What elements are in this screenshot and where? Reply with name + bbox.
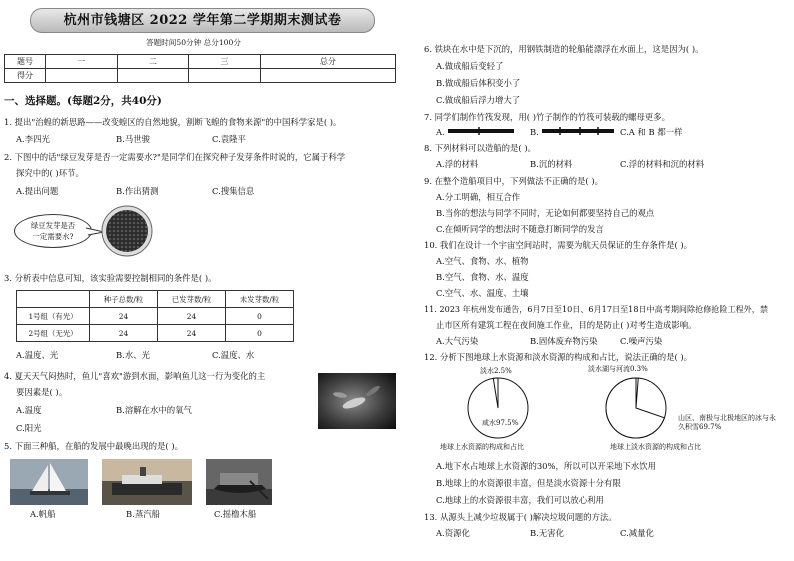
speech-bubble: [14, 214, 92, 248]
option: B.: [530, 127, 539, 137]
option: B.做成船后体积变小了: [436, 78, 521, 88]
option: A.资源化: [436, 528, 470, 538]
option: C.A 和 B 都一样: [620, 127, 683, 137]
option: C.阳光: [16, 423, 42, 433]
fish-surface-photo: [318, 373, 396, 429]
option: A.空气、食物、水、植物: [436, 256, 529, 266]
question-stem: 5. 下面三种船，在船的发展中最晚出现的是( )。: [4, 441, 183, 451]
question-stem: 2. 下图中的话"绿豆发芽是否一定需要水?"是同学们在探究种子发芽条件时说的，它属于科学: [4, 152, 346, 162]
option: A.: [436, 127, 445, 137]
question-stem: 3. 分析表中信息可知，该实验需要控制相同的条件是( )。: [4, 273, 217, 283]
option: C.空气、水、温度、土壤: [436, 288, 529, 298]
table-row: [17, 308, 294, 325]
option: B.溶解在水中的氧气: [116, 405, 192, 415]
table-row: [17, 325, 294, 342]
pie-label: 淡水湖与河流0.3%: [588, 365, 648, 373]
sailboat-photo: [10, 459, 88, 505]
question-stem: 6. 铁块在水中是下沉的，用钢铁制造的轮船能漂浮在水面上，这是因为( )。: [424, 44, 704, 54]
option: B.空气、食物、水、温度: [436, 272, 529, 282]
option: A.帆船: [30, 509, 56, 519]
option: A.温度、光: [16, 350, 59, 360]
option: B.马世骏: [116, 134, 150, 144]
table-cell: 24: [158, 308, 226, 325]
table-cell: 0: [226, 308, 294, 325]
option: B.蒸汽船: [126, 509, 160, 519]
water-resource-pie-chart: [466, 376, 530, 440]
option: B.无害化: [530, 528, 564, 538]
question-stem: 探究中的( )环节。: [16, 168, 84, 178]
option: C.减量化: [620, 528, 654, 538]
option: C.摇橹木船: [214, 509, 257, 519]
option: C.在倾听同学的想法时不随意打断同学的发言: [436, 224, 604, 234]
option: C.噪声污染: [620, 336, 663, 346]
table-cell: 2号组（无光）: [17, 325, 90, 342]
option: B.沉的材料: [530, 159, 573, 169]
question-stem: 止市区所有建筑工程在夜间施工作业，目的是防止( )对考生造成影响。: [436, 320, 697, 330]
pie-label: 咸水97.5%: [482, 419, 519, 427]
table-header-cell: 已发芽数/粒: [158, 291, 226, 308]
option: C.做成船后浮力增大了: [436, 95, 521, 105]
question-stem: 9. 在整个造船项目中，下列做法不正确的是( )。: [424, 176, 603, 186]
option: B.作出猜测: [116, 186, 159, 196]
option: A.分工明确，相互合作: [436, 192, 521, 202]
score-table-cell: 得分: [5, 69, 46, 83]
option: C.温度、水: [212, 350, 255, 360]
exam-title-banner: [30, 8, 375, 33]
question-stem: 10. 我们在设计一个宇宙空间站时，需要为航天员保证的生存条件是( )。: [424, 240, 693, 250]
table-header-cell: 未发芽数/粒: [226, 291, 294, 308]
option: A.提出问题: [16, 186, 59, 196]
score-table-cell: 二: [117, 55, 189, 69]
bubble-text: 绿豆发芽是否: [30, 221, 76, 230]
chart-title: 地球上水资源的构成和占比: [440, 443, 524, 451]
pie-label: 淡水2.5%: [480, 367, 512, 375]
option: A.大气污染: [436, 336, 479, 346]
score-table-cell: 三: [189, 55, 261, 69]
exam-title: 杭州市钱塘区 2022 学年第二学期期末测试卷: [63, 13, 342, 28]
option: A.温度: [16, 405, 42, 415]
table-cell: 24: [90, 308, 158, 325]
option: A.地下水占地球上水资源的30%，所以可以开采地下水饮用: [436, 461, 656, 471]
option: C.浮的材料和沉的材料: [620, 159, 705, 169]
option: A.做成船后变轻了: [436, 61, 504, 71]
question-stem: 12. 分析下图地球上水资源和淡水资源的构成和占比，说法正确的是( )。: [424, 352, 693, 362]
freshwater-pie-chart: [604, 376, 668, 440]
mung-bean-dish-image: [100, 205, 154, 257]
option: C.搜集信息: [212, 186, 255, 196]
bubble-text: 一定需要水?: [32, 232, 74, 241]
question-stem: 8. 下列材料可以造船的是( )。: [424, 143, 536, 153]
pie-label: 山区、南极与北极地区的冰与永久积雪69.7%: [678, 414, 776, 431]
rowboat-photo: [206, 459, 272, 505]
table-header-cell: 种子总数/粒: [90, 291, 158, 308]
option: B.地球上的水资源很丰富，但是淡水资源十分有限: [436, 478, 621, 488]
option: B.固体废弃物污染: [530, 336, 598, 346]
question-stem: 要因素是( )。: [16, 387, 68, 397]
question-stem: 1. 提出"治蝗的新思路——改变蝗区的自然地貌，割断飞蝗的食物来源"的中国科学家是( )。: [4, 117, 342, 127]
question-stem: 13. 从源头上减少垃圾属于( )解决垃圾问题的方法。: [424, 512, 617, 522]
question-stem: 4. 夏天天气闷热时，鱼儿"喜欢"游到水面，影响鱼儿这一行为变化的主: [4, 371, 266, 381]
table-cell: 24: [90, 325, 158, 342]
score-table: [4, 54, 396, 83]
score-table-cell: 总分: [260, 55, 395, 69]
option: B.当你的想法与同学不同时，无论如何都要坚持自己的观点: [436, 208, 655, 218]
bamboo-b-icon: [540, 125, 616, 137]
table-cell: 24: [158, 325, 226, 342]
table-cell: 1号组（有光）: [17, 308, 90, 325]
score-table-cell: 题号: [5, 55, 46, 69]
seed-experiment-table: [16, 290, 294, 342]
bamboo-a-icon: [446, 126, 516, 136]
option: C.袁隆平: [212, 134, 246, 144]
table-cell: 0: [226, 325, 294, 342]
steamship-photo: [102, 459, 192, 505]
score-table-cell: 一: [46, 55, 118, 69]
option: C.地球上的水资源很丰富，我们可以放心利用: [436, 495, 604, 505]
option: A.李四光: [16, 134, 50, 144]
question-stem: 7. 同学们制作竹筏发现，用( )竹子制作的竹筏可装载的螺母更多。: [424, 112, 670, 122]
option: B.水、光: [116, 350, 150, 360]
question-stem: 11. 2023 年杭州发布通告，6月7日至10日、6月17日至18日中高考期间除抢修抢险工程外，禁: [424, 304, 768, 314]
exam-subtitle: 答题时间50分钟 总分100分: [146, 38, 241, 47]
option: A.浮的材料: [436, 159, 479, 169]
section-heading: 一、选择题。(每题2分，共40分): [4, 95, 162, 107]
chart-title: 地球上淡水资源的构成和占比: [610, 443, 701, 451]
